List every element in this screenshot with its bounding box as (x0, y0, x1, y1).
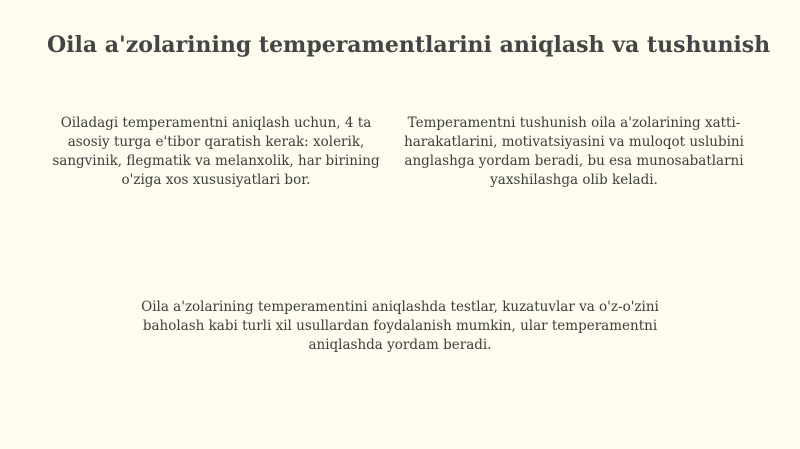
paragraph-identification-methods: Oila a'zolarining temperamentini aniqlashda testlar, kuzatuvlar va o'z-o'zini baholash kabi turli xil usullardan foydalanish mumkin, ular temperamentni aniqlashda yordam beradi. (141, 299, 659, 353)
paragraph-temperament-types: Oiladagi temperamentni aniqlash uchun, 4 ta asosiy turga e'tibor qaratish kerak: xolerik, sangvinik, flegmatik va melanxolik, har birining o'ziga xos xususiyatlari bor. (52, 115, 380, 188)
slide-title: Oila a'zolarining temperamentlarini aniqlash va tushunish (47, 32, 771, 58)
paragraph-understanding-temperament: Temperamentni tushunish oila a'zolarining xatti-harakatlarini, motivatsiyasini va muloqot uslubini anglashga yordam beradi, bu esa munosabatlarni yaxshilashga olib keladi. (404, 115, 744, 188)
